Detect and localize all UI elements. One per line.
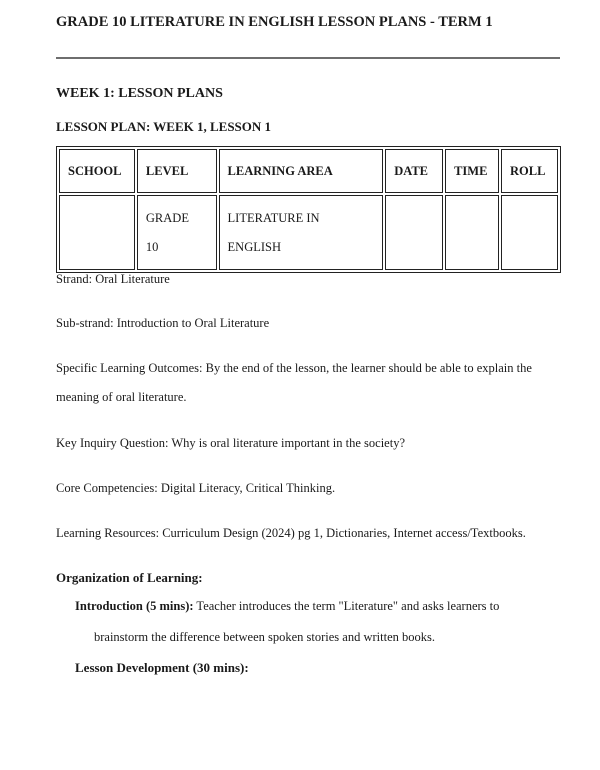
strand-text: Strand: Oral Literature — [56, 272, 170, 286]
introduction-label: Introduction (5 mins): — [75, 599, 194, 613]
document-title: GRADE 10 LITERATURE IN ENGLISH LESSON PLANS - TERM 1 — [56, 14, 493, 30]
cell-level-line1: GRADE — [145, 211, 189, 225]
cell-time — [445, 195, 499, 270]
cell-area-line1: LITERATURE IN — [227, 211, 320, 225]
organization-heading: Organization of Learning: — [56, 570, 203, 585]
header-date: DATE — [385, 149, 443, 193]
core-competencies-text: Core Competencies: Digital Literacy, Critical Thinking. — [56, 481, 336, 495]
sub-strand-text: Sub-strand: Introduction to Oral Literature — [56, 316, 270, 330]
lesson-heading: LESSON PLAN: WEEK 1, LESSON 1 — [56, 119, 272, 134]
outcomes-line-2: meaning of oral literature. — [56, 390, 187, 404]
introduction-text: Teacher introduces the term "Literature" and asks learners to — [193, 599, 500, 613]
cell-learning-area — [219, 195, 384, 270]
header-time: TIME — [445, 149, 499, 193]
cell-level-line2: 10 — [145, 240, 159, 254]
inquiry-question-text: Key Inquiry Question: Why is oral literature important in the society? — [56, 436, 405, 450]
table-row — [59, 195, 558, 270]
header-school: SCHOOL — [59, 149, 135, 193]
introduction-line-2: brainstorm the difference between spoken stories and written books. — [94, 630, 435, 644]
learning-resources-text: Learning Resources: Curriculum Design (2024) pg 1, Dictionaries, Internet access/Textbooks. — [56, 526, 526, 540]
cell-level — [137, 195, 217, 270]
week-heading: WEEK 1: LESSON PLANS — [56, 86, 223, 101]
header-level: LEVEL — [137, 149, 217, 193]
header-learning-area: LEARNING AREA — [219, 149, 384, 193]
header-roll: ROLL — [501, 149, 558, 193]
lesson-info-table — [56, 146, 561, 273]
cell-roll — [501, 195, 558, 270]
cell-area-line2: ENGLISH — [227, 240, 282, 254]
table-header-row — [59, 149, 558, 193]
outcomes-line-1: Specific Learning Outcomes: By the end of the lesson, the learner should be able to explain the — [56, 361, 532, 375]
lesson-development-heading: Lesson Development (30 mins): — [75, 660, 249, 675]
cell-school — [59, 195, 135, 270]
cell-date — [385, 195, 443, 270]
title-divider — [56, 57, 560, 59]
introduction-line-1 — [75, 599, 499, 614]
